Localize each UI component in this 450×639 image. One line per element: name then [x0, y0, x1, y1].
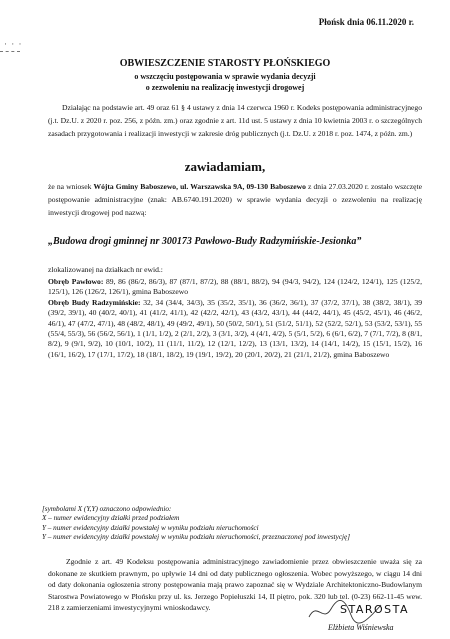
obreb-label-budy: Obręb Budy Radzymińskie: — [48, 297, 141, 307]
application-text-before: że na wniosek — [48, 182, 94, 191]
legend-line-1: [symbolami X (Y,Y) oznaczono odpowiednio: — [42, 505, 172, 513]
legend-line-3: Y – numer ewidencyjny działki powstałej w wyniku podziału nieruchomości — [42, 523, 259, 532]
application-text-after: z dnia 27.03.2020 r. zostało wszczęte postępowanie administracyjne (znak: AB.6740.191.2020) w sprawie wydania decyzji o zezwoleniu na realizację inwestycji drogowej pod nazwą: — [48, 182, 422, 217]
applicant-name: Wójta Gminy Baboszewo, ul. Warszawska 9A, 09-130 Baboszewo — [93, 182, 306, 191]
document-date: Płońsk dnia 06.11.2020 r. — [318, 17, 414, 27]
parcel-group-pawlowo — [48, 277, 422, 298]
location-intro: zlokalizowanej na działkach nr ewid.: — [48, 265, 163, 274]
legal-basis-paragraph: Działając na podstawie art. 49 oraz 61 § 4 ustawy z dnia 14 czerwca 1960 r. Kodeks postępowania administracyjnego (j.t. Dz.U. z 2020 r. poz. 256, z późn. zm.) oraz zgodnie z art. 11d ust. 5 ustawy z dnia 10 kwietnia 2003 r. o szczególnych zasadach przygotowania i realizacji inwestycji w zakresie dróg publicznych (j.t. Dz.U. z 2018 r. poz. 1474, z późn. zm.) — [48, 103, 422, 138]
symbol-legend — [42, 505, 422, 543]
document-subtitle — [40, 71, 410, 93]
notice-heading: zawiadamiam, — [184, 159, 266, 174]
legend-line-2: X – numer ewidencyjny działki przed podziałem — [42, 514, 180, 523]
scan-mark: · · · — [4, 39, 23, 49]
parcel-group-budy — [48, 298, 422, 360]
document-title: OBWIESZCZENIE STAROSTY PŁOŃSKIEGO — [119, 58, 331, 69]
parcel-list — [48, 277, 422, 360]
procedure-paragraph: Zgodnie z art. 49 Kodeksu postępowania administracyjnego zawiadomienie przez obwieszczenie uważa się za dokonane ze skutkiem prawnym, po upływie 14 dni od daty publicznego ogłoszenia. Wobec powyższego, w ciągu 14 dni od daty dokonania ogłoszenia strony postępowania mają prawo zapoznać się w Wydziale Architektoniczno-Budowlanym Starostwa Powiatowego w Płońsku przy ul. ks. Jerzego Popiełuszki 14, II piętro, pok. 320 lub tel. (0-23) 662-11-45 wew. 218 z zamierzeniami inwestycyjnymi wnioskodawcy. — [48, 557, 422, 613]
obreb-label-pawlowo: Obręb Pawłowo: — [48, 277, 104, 286]
project-name: „Budowa drogi gminnej nr 300173 Pawłowo-Budy Radzymińskie-Jesionka” — [48, 236, 362, 247]
application-paragraph — [48, 180, 422, 219]
subtitle-line-2: o zezwoleniu na realizację inwestycji drogowej — [145, 83, 305, 92]
scan-dash — [0, 51, 20, 52]
subtitle-line-1: o wszczęciu postępowania w sprawie wydania decyzji — [134, 72, 316, 81]
signature-role: STAROSTA — [340, 603, 410, 616]
signature-name: Elżbieta Wiśniewska — [328, 623, 394, 632]
legend-line-4: Y – numer ewidencyjny działki powstałej w wyniku podziału nieruchomości, przeznaczonej pod inwestycję] — [42, 533, 351, 542]
parcels-budy: 32, 34 (34/4, 34/3), 35 (35/2, 35/1), 36 (36/2, 36/1), 37 (37/2, 37/1), 38 (38/2, 38/1), 39 (39/2, 39/1), 40 (40/2, 40/1), 41 (41/2, 41/1), 42 (42/2, 42/1), 43 (43/2, 43/1), 44 (44/2, 44/1), 45 (45/2, 45/1), 46 (46/2, 46/1), 47 (47/2, 47/1), 48 (48/2, 48/1), 49 (49/2, 49/1), 50 (50/2, 50/1), 51 (51/2, 51/1), 52 (52/2, 52/1), 53 (53/2, 53/1), 55 (55/4, 55/3), 56 (56/2, 56/1), 1 (1/1, 1/2), 2 (2/1, 2/2), 3 (3/1, 3/2), 4 (4/1, 4/2), 5 (5/1, 5/2), 6 (6/1, 6/2), 7 (7/1, 7/2), 8 (8/1, 8/2), 9 (9/1, 9/2), 10 (10/1, 10/2), 11 (11/1, 11/2), 12 (12/1, 12/2), 13 (13/1, 13/2), 14 (14/1, 14/2), 15 (15/1, 15/2), 16 (16/1, 16/2), 17 (17/1, 17/2), 18 (18/1, 18/2), 19 (19/1, 19/2), 20 (20/1, 20/2), 21 (21/1, 21/2), gmina Baboszewo — [48, 297, 423, 359]
parcels-pawlowo: 89, 86 (86/2, 86/3), 87 (87/1, 87/2), 88 (88/1, 88/2), 94 (94/3, 94/2), 124 (124/2, 124/1), 125 (125/2, 125/1), 126 (126/2, 126/1), gmina Baboszewo — [48, 277, 422, 297]
